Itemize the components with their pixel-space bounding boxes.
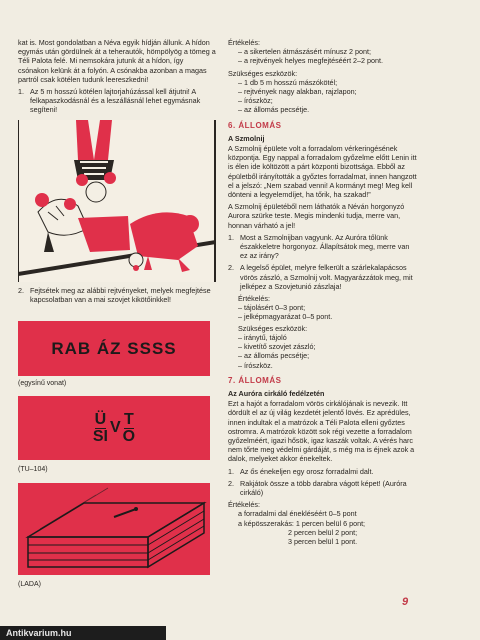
station-7-paragraph: Ezt a hajót a forradalom vörös cirkálójának is nevezik. Itt dördült el az új világ kezdetét jelentő lövés. Ez aprédüles, innen indultak el a matrózok a Téli Palota elleni győztes ostromra. A matrózok között sok régi vezette a forradalom győzelméért, igazi hősök, igaz kaszák voltak. A vérés harc nem tőrte meg védelmi gárdáját, s még ma is éjnek azok a dalok, melyeket akkor énekeltek.	[228, 399, 415, 464]
puzzle-3-caption: (LADA)	[18, 581, 41, 588]
question-number: 1.	[228, 466, 234, 476]
puzzle-2-numerator-left: Ü	[94, 410, 107, 428]
equipment-heading: Szükséges eszközök:	[228, 68, 298, 78]
puzzle-2-denominator-left: SI	[92, 427, 108, 445]
puzzle-2-numerator-right: T	[124, 410, 134, 428]
task-1-number: 1.	[18, 87, 24, 97]
puzzle-2-panel	[18, 396, 210, 460]
left-column	[18, 38, 216, 118]
equipment-line-7: – az állomás pecsétje;	[238, 351, 310, 361]
puzzle-2-denominator-right: O	[122, 427, 136, 445]
rope-climbing-illustration	[18, 120, 216, 282]
task-2-number: 2.	[18, 286, 24, 295]
scoring-heading: Értékelés:	[228, 38, 260, 47]
watermark: Antikvarium.hu	[0, 626, 166, 640]
puzzle-2-middle: V	[110, 419, 121, 436]
equipment-line-6: – kivetítő szovjet zászló;	[238, 342, 316, 352]
station-6-paragraph-1: A Szmolnij épülete volt a forradalom vérkeringésének központja. Egy nappal a forradalom győzelme előtt Lenin itt is élen ide költözött a párt központi bizottsága. Ebből az épületből irányították a győztes forradalmat, innen hangzott el a jelszó: „Nem szabad venni! A kormányt meg! Meg kell dönteni a legyelemdíjet, ha tőrik, ha szakad!”	[228, 144, 417, 200]
equipment-line-1: – 1 db 5 m hosszú mászókötél;	[238, 77, 338, 87]
scoring-line-3: – tájolásért 0–3 pont;	[238, 303, 306, 313]
station-6-paragraph-2: A Szmolnij épületéből nem láthatók a Néván horgonyzó Aurora szürke teste. Megis mindenki tudja, merre van, honnan várható a jel!	[228, 202, 405, 230]
station-7-heading: 7. ÁLLOMÁS	[228, 375, 282, 385]
station-7-subtitle: Az Auróra cirkáló fedélzetén	[228, 388, 325, 398]
puzzle-2-right-fraction	[123, 412, 135, 445]
scoring-line-8: 3 percen belül 1 pont.	[288, 536, 358, 546]
equipment-line-3: – írószköz;	[238, 96, 273, 106]
station-6-heading: 6. ÁLLOMÁS	[228, 120, 282, 130]
station-6-question-2	[228, 263, 418, 291]
puzzle-3-panel	[18, 483, 210, 575]
page-number: 9	[402, 596, 409, 608]
question-text: Most a Szmolnijban vagyunk. Az Auróra tőlünk északkeletre horgonyoz. Állapítsátok meg, merre van ez az irány?	[240, 232, 410, 261]
scoring-line-1: – a sikertelen átmászásért mínusz 2 pont;	[238, 47, 372, 57]
scoring-line-7: 2 percen belül 2 pont;	[288, 527, 358, 537]
equipment-line-8: – írószköz.	[238, 360, 273, 370]
puzzle-2-left-fraction	[93, 412, 108, 445]
task-2	[18, 286, 216, 304]
equipment-line-4: – az állomás pecsétje.	[238, 105, 310, 115]
intro-paragraph: kat is. Most gondolatban a Néva egyik hídján állunk. A hídon egymás után gördülnek át a teherautók, hömpölyög a tömeg a Téli Palota felé. Mi nemsokára jutunk át a hídon, így csónakon kelünk át a folyón. A csónakba azonban a magas partról csak kötélen tudunk leereszkedni!	[18, 38, 216, 84]
scoring-line-5: a forradalmi dal énekléséért 0–5 pont	[238, 509, 357, 519]
scoring-heading-3: Értékelés:	[228, 500, 260, 510]
question-text: Az ős énekeljen egy orosz forradalmi dalt.	[240, 466, 374, 476]
station-6-subtitle: A Szmolnij	[228, 133, 265, 143]
station-6-question-1	[228, 233, 418, 261]
task-2-block	[18, 286, 216, 307]
puzzle-2-caption: (TU–104)	[18, 466, 48, 473]
question-number: 2.	[228, 263, 234, 273]
station-7-question-2	[228, 479, 418, 497]
puzzle-1-text: RAB ÁZ SSSS	[51, 338, 177, 358]
right-column	[228, 38, 418, 546]
task-1	[18, 87, 216, 115]
station-7-question-1	[228, 467, 418, 476]
puzzle-1-caption: (egysínű vonat)	[18, 380, 67, 387]
equipment-line-5: – iránytű, tájoló	[238, 332, 287, 342]
scoring-heading-2: Értékelés:	[238, 294, 270, 304]
equipment-heading-2: Szükséges eszközök:	[238, 323, 308, 333]
scoring-line-2: – a rejtvények helyes megfejtéséért 2–2 pont.	[238, 56, 384, 66]
equipment-line-2: – rejtvények nagy alakban, rajzlapon;	[238, 87, 357, 97]
rope-illustration-svg	[18, 120, 216, 282]
question-text: Rakjátok össze a több darabra vágott képet! (Auróra cirkáló)	[240, 478, 407, 497]
scoring-line-4: – jelképmagyarázat 0–5 pont.	[238, 312, 333, 322]
question-number: 1.	[228, 232, 234, 242]
scoring-line-6: a képösszerakás: 1 percen belül 6 pont;	[238, 518, 366, 528]
puzzle-1-panel	[18, 321, 210, 376]
question-number: 2.	[228, 478, 234, 488]
crate-drawing	[18, 483, 210, 575]
task-1-text: Az 5 m hosszú kötélen lajtorjahúzással kell átjutni! A felkapaszkodásnál és a leszállásnál lehet egymásnak segíteni!	[30, 87, 201, 115]
question-text: A legelső épület, melyre felkerült a szárlekalapácsos vörös zászló, a Szmolnij volt. Magyarázzátok meg, mit jelképez a Szovjetunió zászlaja!	[240, 263, 413, 291]
task-2-text: Fejtsétek meg az alábbi rejtvényeket, melyek megfejtése kapcsolatban van a mai szovjet kikötőinkkel!	[30, 286, 211, 305]
